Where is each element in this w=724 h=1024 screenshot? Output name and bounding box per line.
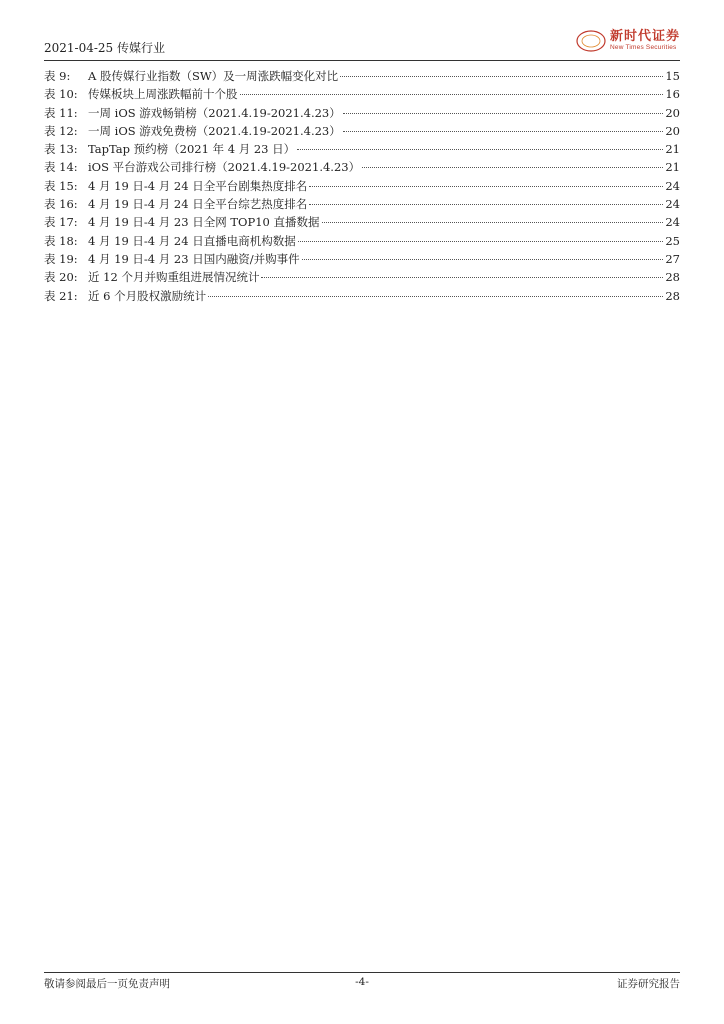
toc-entry[interactable]	[44, 158, 680, 176]
toc-entry-number: 表 20:	[44, 270, 78, 285]
toc-entry[interactable]	[44, 250, 680, 268]
toc-entry-number: 表 15:	[44, 178, 78, 193]
toc-entry-title: 4 月 19 日-4 月 24 日全平台剧集热度排名	[88, 178, 308, 193]
toc-entry-number: 表 12:	[44, 123, 78, 138]
toc-entry-title: iOS 平台游戏公司排行榜（2021.4.19-2021.4.23）	[88, 160, 361, 175]
toc-leader-dots	[261, 277, 663, 278]
toc-entry-page: 27	[665, 251, 680, 266]
toc-entry[interactable]	[44, 287, 680, 305]
toc-leader-dots	[208, 296, 663, 297]
page-footer	[44, 976, 680, 994]
toc-entry-page: 24	[665, 197, 680, 212]
toc-entry-title: 4 月 19 日-4 月 23 日国内融资/并购事件	[88, 251, 300, 266]
toc-leader-dots	[309, 186, 663, 187]
toc-entry-title: TapTap 预约榜（2021 年 4 月 23 日）	[88, 142, 296, 157]
toc-entry-number: 表 11:	[44, 105, 78, 120]
toc-entry-title: 4 月 19 日-4 月 24 日直播电商机构数据	[88, 233, 296, 248]
toc-leader-dots	[298, 241, 664, 242]
logo-name-cn: 新时代证券	[609, 29, 680, 45]
table-of-tables	[44, 67, 680, 305]
toc-entry-page: 16	[665, 87, 680, 102]
toc-entry-title: 近 12 个月并购重组进展情况统计	[88, 270, 260, 285]
toc-leader-dots	[340, 76, 663, 77]
toc-leader-dots	[322, 222, 664, 223]
toc-entry-number: 表 17:	[44, 215, 78, 230]
toc-entry-number: 表 14:	[44, 160, 78, 175]
toc-entry-number: 表 19:	[44, 251, 78, 266]
toc-entry-number: 表 21:	[44, 288, 78, 303]
toc-entry-page: 25	[665, 233, 680, 248]
toc-entry-title: 4 月 19 日-4 月 24 日全平台综艺热度排名	[88, 197, 308, 212]
toc-entry[interactable]	[44, 140, 680, 158]
logo-emblem-icon	[576, 30, 606, 52]
toc-entry-title: 近 6 个月股权激励统计	[88, 288, 207, 303]
page-header	[44, 30, 680, 60]
toc-entry[interactable]	[44, 122, 680, 140]
toc-entry[interactable]	[44, 268, 680, 286]
toc-entry[interactable]	[44, 213, 680, 231]
toc-entry-page: 21	[665, 160, 680, 175]
toc-entry-number: 表 10:	[44, 87, 78, 102]
toc-entry[interactable]	[44, 67, 680, 85]
toc-entry-page: 24	[665, 215, 680, 230]
toc-entry-title: A 股传媒行业指数（SW）及一周涨跌幅变化对比	[88, 69, 339, 83]
toc-leader-dots	[240, 94, 664, 95]
company-logo	[576, 30, 680, 52]
header-divider	[44, 60, 680, 61]
toc-leader-dots	[343, 131, 664, 132]
toc-leader-dots	[297, 149, 663, 150]
toc-entry-number: 表 18:	[44, 233, 78, 248]
toc-entry-page: 20	[665, 105, 680, 120]
toc-leader-dots	[343, 113, 664, 114]
logo-name-en: New Times Securities	[609, 44, 677, 52]
toc-entry-page: 28	[665, 288, 680, 303]
report-date-title: 2021-04-25 传媒行业	[44, 41, 166, 55]
toc-leader-dots	[362, 167, 663, 168]
toc-entry[interactable]	[44, 177, 680, 195]
toc-entry-page: 20	[665, 123, 680, 138]
footer-divider	[44, 972, 680, 973]
toc-leader-dots	[309, 204, 663, 205]
toc-entry-title: 4 月 19 日-4 月 23 日全网 TOP10 直播数据	[88, 215, 320, 230]
toc-entry[interactable]	[44, 232, 680, 250]
toc-entry[interactable]	[44, 195, 680, 213]
report-type: 证券研究报告	[617, 978, 680, 990]
toc-leader-dots	[302, 259, 664, 260]
toc-entry-title: 一周 iOS 游戏免费榜（2021.4.19-2021.4.23）	[88, 123, 341, 138]
toc-entry[interactable]	[44, 85, 680, 103]
toc-entry-number: 表 16:	[44, 197, 78, 212]
disclaimer-note: 敬请参阅最后一页免责声明	[44, 978, 170, 990]
toc-entry-number: 表 9:	[44, 69, 71, 83]
toc-entry-title: 传媒板块上周涨跌幅前十个股	[88, 87, 238, 102]
toc-entry-page: 15	[665, 69, 680, 83]
toc-entry-page: 28	[665, 270, 680, 285]
toc-entry[interactable]	[44, 104, 680, 122]
toc-entry-page: 21	[665, 142, 680, 157]
page-number: -4-	[355, 976, 369, 988]
toc-entry-page: 24	[665, 178, 680, 193]
toc-entry-title: 一周 iOS 游戏畅销榜（2021.4.19-2021.4.23）	[88, 105, 341, 120]
toc-entry-number: 表 13:	[44, 142, 78, 157]
